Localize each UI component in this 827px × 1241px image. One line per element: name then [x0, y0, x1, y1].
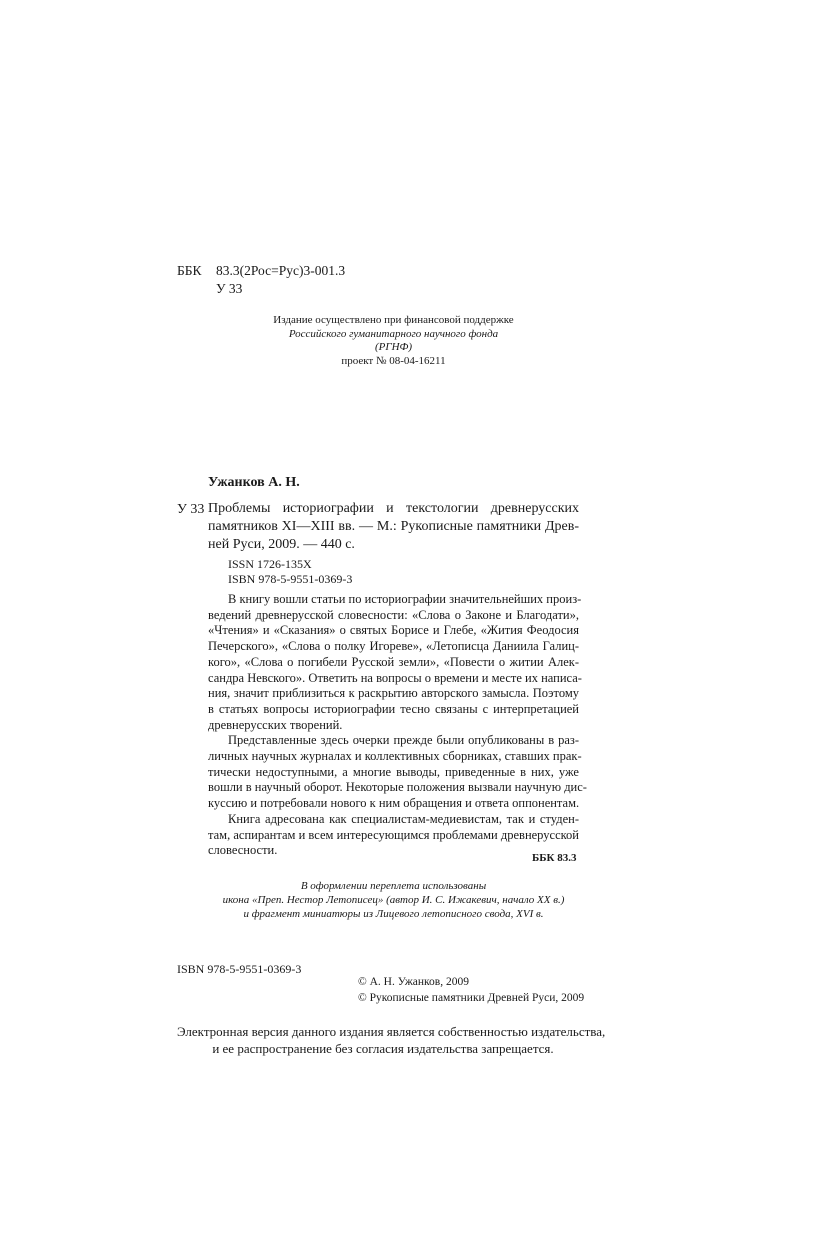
identifiers: [228, 557, 352, 586]
annotation-line: личных научных журналах и коллективных сборниках, ставших прак-: [208, 749, 582, 764]
bibliographic-description: [208, 500, 579, 554]
annotation-line: ния, значит приблизиться к раскрытию авторского замысла. Поэтому: [208, 686, 579, 701]
cover-credits-line-3: и фрагмент миниатюры из Лицевого летописного свода, XVI в.: [243, 908, 544, 920]
bbk-label: ББК: [177, 263, 202, 278]
description-line-1: Проблемы историографии и текстологии древнерусских: [208, 501, 579, 516]
copyright-author: © А. Н. Ужанков, 2009: [358, 976, 469, 988]
notice-line-2: и ее распространение без согласия издательства запрещается.: [212, 1041, 554, 1056]
notice-line-1: Электронная версия данного издания является собственностью издательства,: [177, 1024, 606, 1039]
annotation-line: В книгу вошли статьи по историографии значительнейших произ-: [228, 592, 582, 606]
annotation-line: там, аспирантам и всем интересующимся проблемами древнерусской: [208, 827, 579, 842]
funding-line-2: Российского гуманитарного научного фонда: [288, 327, 499, 340]
bbk-line: [177, 262, 345, 280]
funding-line-1: Издание осуществлено при финансовой поддержке: [273, 314, 514, 326]
cover-credits: [200, 879, 587, 921]
annotation-line: кого», «Слова о погибели Русской земли», «Повести о житии Алек-: [208, 654, 579, 669]
annotation-line: в статьях вопросы историографии тесно связаны с интерпретацией: [208, 701, 579, 716]
annotation-line: Книга адресована как специалистам-медиевистам, так и студен-: [228, 811, 579, 826]
bbk-short: ББК 83.3: [532, 852, 577, 864]
annotation-line: «Чтения» и «Сказания» о святых Борисе и Глебе, «Жития Феодосия: [208, 623, 579, 638]
catalog-mark: У 33: [177, 502, 205, 517]
annotation-line: тически недоступными, а многие выводы, приведенные в них, уже: [208, 764, 579, 779]
classification-block: [177, 262, 345, 298]
bbk-code: 83.3(2Рос=Рус)3-001.3: [216, 263, 346, 278]
author-mark: У 33: [216, 281, 243, 296]
annotation-line: словесности.: [208, 843, 278, 858]
annotation-line: Печерского», «Слова о полку Игореве», «Летописца Даниила Галиц-: [208, 639, 579, 654]
isbn: ISBN 978-5-9551-0369-3: [228, 571, 353, 586]
copyright-publisher: © Рукописные памятники Древней Руси, 2009: [358, 991, 585, 1004]
cover-credits-line-1: В оформлении переплета использованы: [300, 880, 487, 892]
annotation-line: вошли в научный оборот. Некоторые положения вызвали научную дис-: [208, 780, 587, 795]
description-line-2: памятников XI—XIII вв. — М.: Рукописные памятники Древ-: [208, 519, 579, 534]
funding-line-3: (РГНФ): [374, 341, 413, 353]
annotation-line: куссию и потребовали нового к ним обращения и ответа оппонентам.: [208, 796, 580, 811]
isbn-bottom: ISBN 978-5-9551-0369-3: [177, 962, 302, 976]
funding-note: [200, 314, 587, 368]
funding-line-4: проект № 08-04-16211: [341, 354, 446, 367]
cover-credits-line-2: икона «Преп. Нестор Летописец» (автор И. С. Ижакевич, начало XX в.): [222, 894, 565, 906]
annotation: [208, 592, 587, 859]
electronic-version-notice: [177, 1023, 606, 1057]
copyright: [358, 975, 584, 1006]
annotation-line: древнерусских творений.: [208, 717, 343, 732]
annotation-line: Представленные здесь очерки прежде были опубликованы в раз-: [228, 733, 579, 748]
author-name: Ужанков А. Н.: [208, 475, 300, 490]
annotation-line: ведений древнерусской словесности: «Слова о Законе и Благодати»,: [208, 607, 579, 622]
annotation-line: сандра Невского». Ответить на вопросы о времени и месте их написа-: [208, 670, 582, 685]
description-line-3: ней Руси, 2009. — 440 с.: [208, 537, 355, 552]
issn: ISSN 1726-135X: [228, 557, 312, 571]
